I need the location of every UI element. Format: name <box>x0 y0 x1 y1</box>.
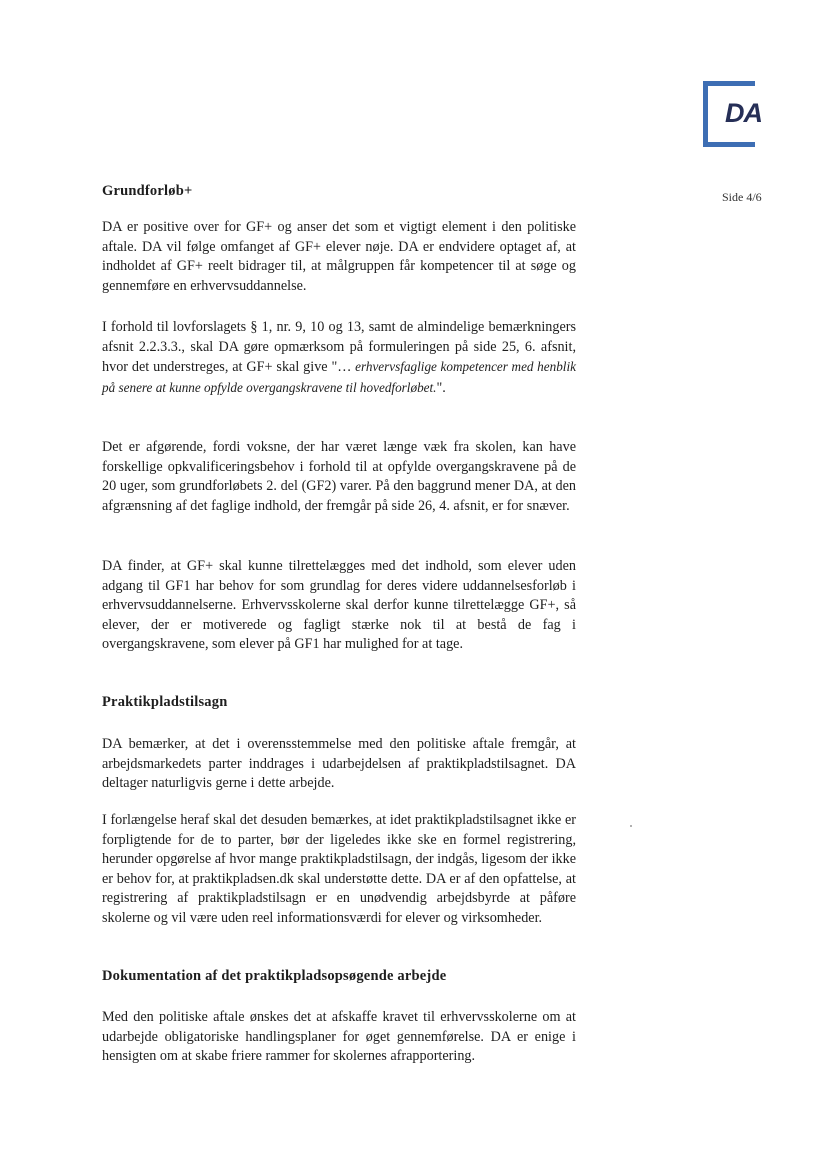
paragraph: Det er afgørende, fordi voksne, der har været længe væk fra skolen, kan have forskellige opkvalificeringsbehov i forhold til at opfylde overgangskravene på de 20 uger, som grundforløbets 2. del (GF2) varer. På den baggrund mener DA, at den afgrænsning af det faglige indhold, der fremgår på side 26, 4. afsnit, er for snæver. <box>102 439 576 514</box>
section-heading-grundforloeb: Grundforløb+ <box>102 183 193 199</box>
section-heading-praktikpladstilsagn: Praktikpladstilsagn <box>102 694 228 710</box>
logo-text: DA <box>725 98 762 128</box>
section-heading-dokumentation: Dokumentation af det praktikpladsopsøgende arbejde <box>102 968 447 984</box>
paragraph-text-end: ". <box>436 379 446 396</box>
page-number: Side 4/6 <box>722 190 762 204</box>
da-logo <box>703 81 765 153</box>
paragraph: Med den politiske aftale ønskes det at afskaffe kravet til erhvervsskolerne om at udarbejde obligatoriske handlingsplaner for øget gennemførelse. DA er enige i hensigten om at skabe friere rammer for skolernes afrapportering. <box>102 1009 576 1065</box>
paragraph: I forlængelse heraf skal det desuden bemærkes, at idet praktikpladstilsagnet ikke er forpligtende for de to parter, bør der ligeledes ikke ske en formel registrering, herunder opgørelse af hvor mange praktikpladstilsagn, der indgås, ligesom der ikke er behov for, at praktikpladsen.dk skal understøtte dette. DA er af den opfattelse, at registrering af praktikpladstilsagn er en unødvendig arbejdsbyrde at påføre skolerne og vil være uden reel informationsværdi for elever og virksomheder. <box>102 812 576 926</box>
italic-quote: erhvervsfaglige kompetencer med henblik på senere at kunne opfylde overgangskravene til hovedforløbet. <box>102 359 576 395</box>
paragraph-with-quote <box>102 318 576 398</box>
paragraph: DA er positive over for GF+ og anser det som et vigtigt element i den politiske aftale. DA vil følge omfanget af GF+ elever nøje. DA er endvidere optaget af, at indholdet af GF+ reelt bidrager til, at målgruppen får kompetencer til at søge og gennemføre en erhvervsuddannelse. <box>102 219 576 294</box>
paragraph: DA finder, at GF+ skal kunne tilrettelægges med det indhold, som elever uden adgang til GF1 har behov for som grundlag for deres videre uddannelsesforløb i erhvervsuddannelserne. Erhvervsskolerne skal derfor kunne tilrettelægge GF+, så elever, der er motiverede og fagligt stærke nok til at bestå de fag i overgangskravene, som elever på GF1 har mulighed for at tage. <box>102 558 576 653</box>
paragraph-text: I forhold til lovforslagets § 1, nr. 9, 10 og 13, samt de almindelige bemærkningers afsnit 2.2.3.3., skal DA gøre opmærksom på formuleringen på side 25, 6. afsnit, hvor det understreges, at GF+ skal give "… <box>102 319 576 376</box>
scan-artifact <box>630 825 632 827</box>
paragraph: DA bemærker, at det i overensstemmelse med den politiske aftale fremgår, at arbejdsmarkedets parter inddrages i udarbejdelsen af praktikpladstilsagnet. DA deltager naturligvis gerne i dette arbejde. <box>102 736 576 792</box>
